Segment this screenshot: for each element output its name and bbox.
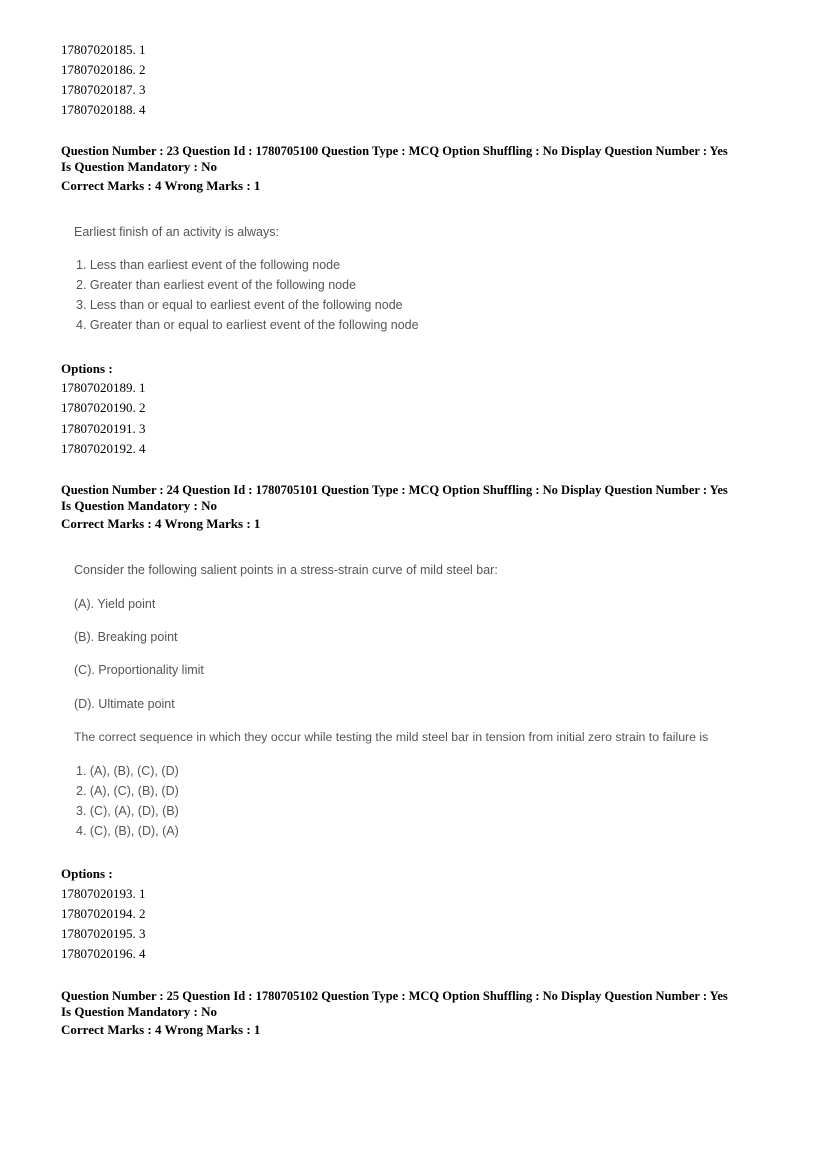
q24-sequence-text: The correct sequence in which they occur while testing the mild steel bar in tension from initial zero strain to failure is: [74, 730, 709, 744]
q24-marks: Correct Marks : 4 Wrong Marks : 1: [61, 516, 261, 531]
q24-point: (A). Yield point: [74, 597, 156, 611]
q23-choice: 1. Less than earliest event of the following node: [76, 258, 341, 272]
q25-mandatory: Is Question Mandatory : No: [61, 1004, 218, 1019]
q25-marks: Correct Marks : 4 Wrong Marks : 1: [61, 1022, 261, 1037]
q24-header: Question Number : 24 Question Id : 1780705101 Question Type : MCQ Option Shuffling : No Display Question Number : Yes: [61, 483, 728, 497]
q23-option: 17807020189. 1: [61, 380, 146, 395]
q24-option: 17807020193. 1: [61, 886, 146, 901]
q24-choice: 2. (A), (C), (B), (D): [76, 784, 179, 798]
top-option: 17807020188. 4: [61, 102, 146, 117]
q23-choice: 4. Greater than or equal to earliest event of the following node: [76, 318, 419, 332]
top-option: 17807020185. 1: [61, 42, 146, 57]
q23-option: 17807020191. 3: [61, 421, 146, 436]
q24-point: (D). Ultimate point: [74, 697, 175, 711]
q24-point: (B). Breaking point: [74, 630, 178, 644]
top-option: 17807020187. 3: [61, 82, 146, 97]
q24-choice: 1. (A), (B), (C), (D): [76, 764, 179, 778]
q24-point: (C). Proportionality limit: [74, 663, 204, 677]
q24-mandatory: Is Question Mandatory : No: [61, 498, 218, 513]
q23-header: Question Number : 23 Question Id : 1780705100 Question Type : MCQ Option Shuffling : No Display Question Number : Yes: [61, 144, 728, 158]
q23-choice: 2. Greater than earliest event of the following node: [76, 278, 357, 292]
q24-option: 17807020195. 3: [61, 926, 146, 941]
q23-question-text: Earliest finish of an activity is always:: [74, 225, 279, 239]
q23-marks: Correct Marks : 4 Wrong Marks : 1: [61, 178, 261, 193]
q23-option: 17807020192. 4: [61, 441, 146, 456]
q23-mandatory: Is Question Mandatory : No: [61, 159, 218, 174]
q23-choice: 3. Less than or equal to earliest event of the following node: [76, 298, 403, 312]
q24-option: 17807020194. 2: [61, 906, 146, 921]
top-option: 17807020186. 2: [61, 62, 146, 77]
q24-question-text: Consider the following salient points in a stress-strain curve of mild steel bar:: [74, 563, 498, 577]
q23-options-label: Options :: [61, 361, 113, 376]
q24-choice: 4. (C), (B), (D), (A): [76, 824, 179, 838]
q24-options-label: Options :: [61, 866, 113, 881]
q24-choice: 3. (C), (A), (D), (B): [76, 804, 179, 818]
q23-option: 17807020190. 2: [61, 400, 146, 415]
q24-option: 17807020196. 4: [61, 946, 146, 961]
q25-header: Question Number : 25 Question Id : 1780705102 Question Type : MCQ Option Shuffling : No Display Question Number : Yes: [61, 989, 728, 1003]
